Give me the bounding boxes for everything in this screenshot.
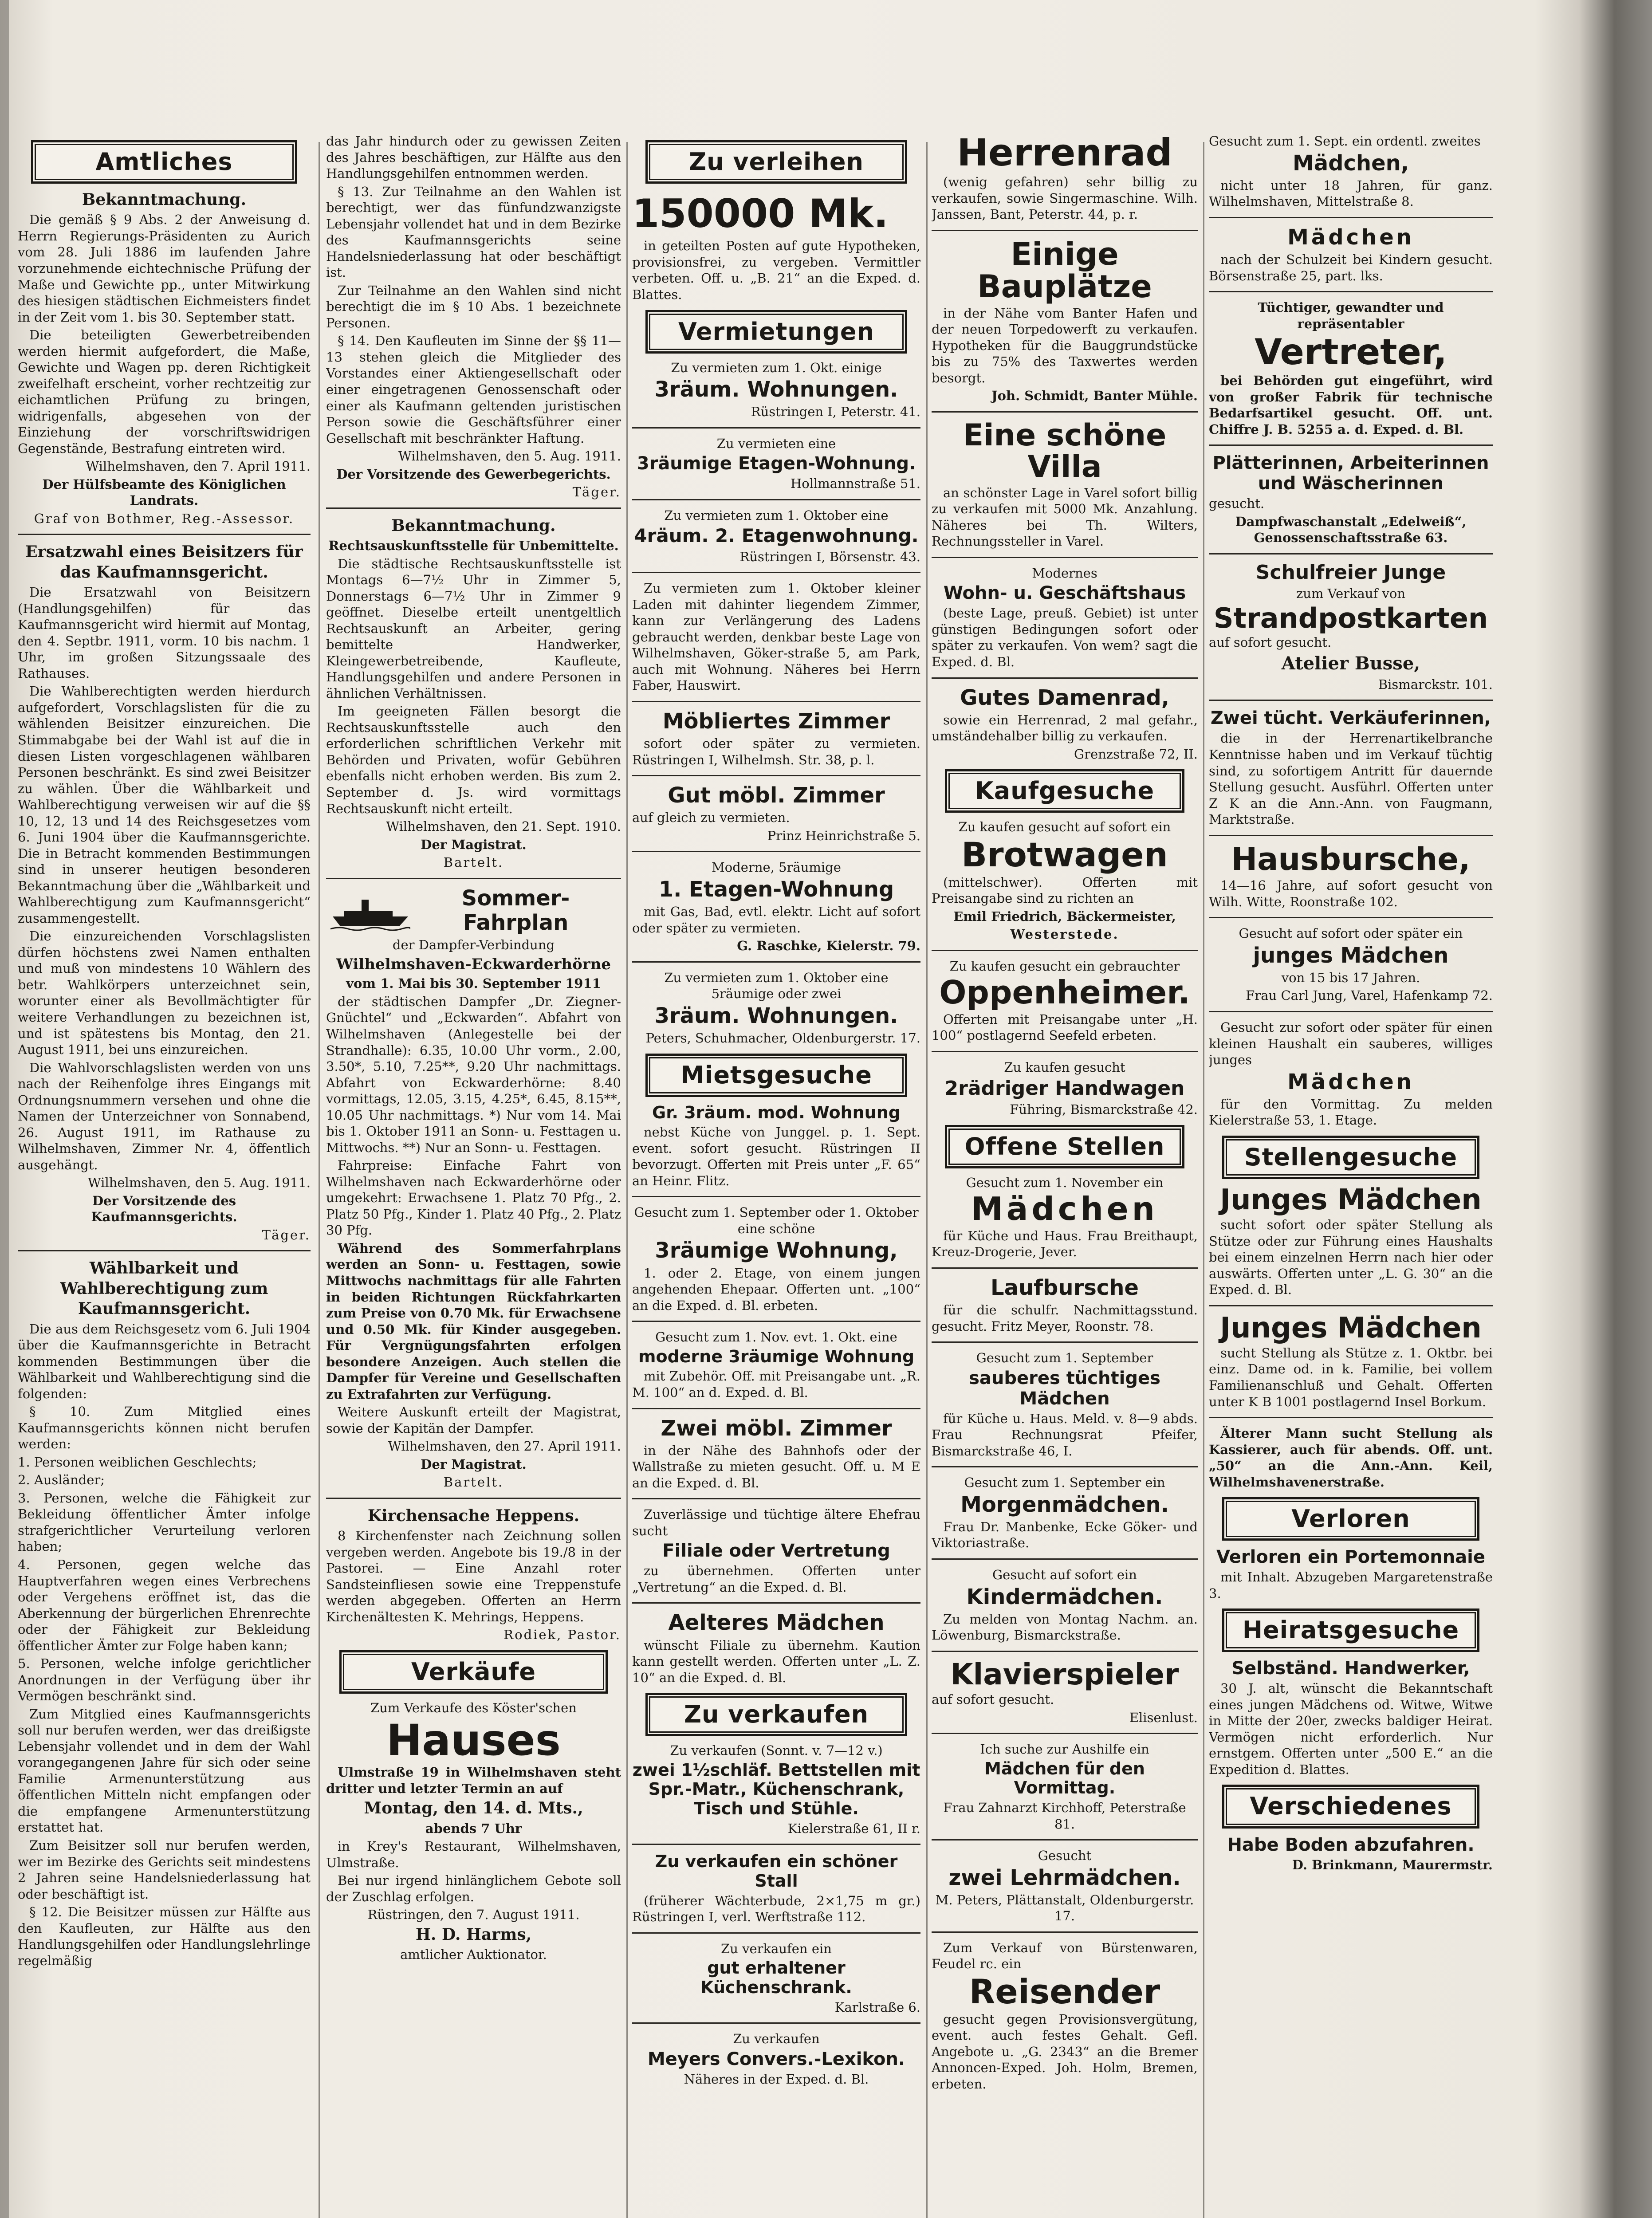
divider (632, 1408, 920, 1409)
notice-body: Die einzureichenden Vorschlagslisten dürfen höchstens zwei Namen enthalten und muß von mindestens 10 Wählern des betr. Wahlkörpers unterzeichnet sein, worunter einer als Bevollmächtigter für weitere Verhandlungen zu bezeichnen ist, und ist spätestens bis Montag, den 21. August 1911, bei uns einzureichen. (18, 928, 311, 1058)
ad-title: Vertreter, (1255, 331, 1447, 373)
ad-title: Klavierspieler (950, 1657, 1179, 1691)
ad-body: Zu melden von Montag Nachm. an. Löwenburg, Bismarckstraße. (932, 1611, 1198, 1643)
ad-title: Strandpostkarten (1213, 602, 1488, 634)
ad-title: Habe Boden abzufahren. (1227, 1834, 1475, 1855)
divider (632, 1844, 920, 1845)
ad-title: Zwei tücht. Verkäuferinnen, (1210, 708, 1491, 729)
ad-pretext: Modernes (1032, 565, 1097, 581)
section-header-offene-stellen: Offene Stellen (945, 1125, 1184, 1168)
notice-date: Wilhelmshaven, den 5. Aug. 1911. (87, 1175, 311, 1191)
ad-body: Ulmstraße 19 in Wilhelmshaven steht dritter und letzter Termin an auf (326, 1765, 621, 1796)
divider (932, 1466, 1198, 1467)
ad-pretext: Gesucht zum 1. September oder 1. Oktober eine schöne (634, 1205, 919, 1236)
notice-body: Zum Beisitzer soll nur berufen werden, wer im Bezirke des Gerichts seit mindestens 2 Jahren seine Handelsniederlassung hat oder beschäftigt ist. (18, 1838, 311, 1902)
ad-title: Verloren ein Portemonnaie (1216, 1547, 1486, 1568)
ad-pretext: Tüchtiger, gewandter und repräsentabler (1258, 300, 1444, 331)
notice-signature: Der Magistrat. (421, 837, 527, 852)
ad-body: auf sofort gesucht. (932, 1692, 1054, 1707)
notice-signature: Der Vorsitzende des Kaufmannsgerichts. (91, 1193, 237, 1225)
ad-title: Gr. 3räum. mod. Wohnung (652, 1102, 901, 1122)
ad-title: 2rädriger Handwagen (944, 1077, 1185, 1100)
ad-address: Rüstringen I, Börsenstr. 43. (739, 549, 920, 564)
ad-body: Gesucht zur sofort oder später für einen kleinen Haushalt ein sauberes, williges junges (1209, 1020, 1493, 1068)
notice-body: 8 Kirchenfenster nach Zeichnung sollen vergeben werden. Angebote bis 19./8 in der Pastorei. — Eine Anzahl roter Sandsteinfliesen sowie eine Treppenstufe werden abgegeben. Offerten an Herrn Kirchenältesten K. Mehrings, Heppens. (326, 1528, 621, 1624)
divider (632, 499, 920, 500)
ad-place: Rüstringen, den 7. August 1911. (367, 1907, 580, 1923)
ad-pretext: Zu vermieten zum 1. Oktober eine (664, 507, 889, 523)
notice-subtitle: Rechtsauskunftsstelle für Unbemittelte. (328, 538, 619, 554)
divider (1209, 835, 1493, 836)
timetable-subtitle: der Dampfer-Verbindung (392, 937, 555, 953)
ad-body: Gesucht zum 1. Sept. ein ordentl. zweites (1209, 134, 1481, 149)
divider (932, 1839, 1198, 1840)
ad-body: Frau Zahnarzt Kirchhoff, Peterstraße 81. (943, 1800, 1186, 1832)
list-item: 4. Personen, gegen welche das Hauptverfahren wegen eines Verbrechens oder Vergehens eröffnet ist, das die Aberkennung der bürgerlichen Ehrenrechte oder der Fähigkeit zur Bekleidung öffentlicher Ämter zur Folge haben kann; (18, 1557, 311, 1653)
timetable-route: Wilhelmshaven-Eckwarderhörne (336, 955, 611, 973)
notice-date: Wilhelmshaven, den 27. April 1911. (388, 1439, 621, 1454)
ad-body: Älterer Mann sucht Stellung als Kassierer, auch für abends. Off. unt. „50“ an die Ann.-Ann. Keil, Wilhelmshavenerstraße. (1209, 1426, 1493, 1490)
divider (1209, 553, 1493, 554)
ad-pretext: Zu kaufen gesucht auf sofort ein (958, 819, 1171, 835)
divider (932, 1051, 1198, 1052)
ad-body: wünscht Filiale zu übernehm. Kaution kann gestellt werden. Offerten unter „L. Z. 10“ an die Exped. d. Bl. (632, 1637, 920, 1685)
ad-title: Zwei möbl. Zimmer (661, 1416, 892, 1441)
ad-body: Näheres in der Exped. d. Bl. (684, 2071, 869, 2087)
ad-title: Schulfreier Junge (1255, 561, 1446, 584)
notice-signature: Bartelt. (443, 1475, 504, 1490)
timetable-prices: Fahrpreise: Einfache Fahrt von Wilhelmshaven nach Eckwarderhörne oder umgekehrt: Erwachsene 1. Platz 70 Pfg., 2. Platz 50 Pfg., Kinder 1. Platz 40 Pfg., 2. Platz 30 Pfg. (326, 1158, 621, 1238)
ad-address: Rüstringen I, Peterstr. 41. (751, 404, 920, 420)
ad-title: Zu verkaufen ein schöner Stall (655, 1852, 898, 1891)
ad-time: abends 7 Uhr (425, 1821, 522, 1836)
divider (1209, 917, 1493, 918)
ad-title: Aelteres Mädchen (668, 1610, 885, 1636)
notice-title: Bekanntmachung. (82, 190, 247, 209)
notice-body: § 13. Zur Teilnahme an den Wahlen ist berechtigt, wer das fünfundzwanzigste Lebensjahr vollendet hat und in dem Bezirke des Kaufmannsgerichts seine Handelsniederlassung hat oder beschäftigt ist. (326, 184, 621, 280)
ad-title: Mädchen (1287, 224, 1414, 250)
notice-date: Wilhelmshaven, den 7. April 1911. (86, 459, 311, 474)
notice-body: Im geeigneten Fällen besorgt die Rechtsauskunftsstelle auch den erforderlichen schriftlichen Verkehr mit Behörden und Privaten, wofür Gebühren ebenfalls nicht erhoben werden. Bis zum 2. September d. Js. wird vormittags Rechtsauskunft nicht erteilt. (326, 704, 621, 816)
ad-body: in Krey's Restaurant, Wilhelmshaven, Ulmstraße. (326, 1839, 621, 1870)
section-header-mietsgesuche: Mietsgesuche (645, 1054, 907, 1097)
timetable-dates: vom 1. Mai bis 30. September 1911 (346, 976, 601, 991)
divider (1209, 700, 1493, 701)
divider (632, 427, 920, 429)
timetable-body: Weitere Auskunft erteilt der Magistrat, sowie der Kapitän der Dampfer. (326, 1404, 621, 1436)
column-2 (326, 133, 621, 2218)
notice-signature: Rodiek, Pastor. (503, 1627, 621, 1643)
notice-signature: Bartelt. (443, 855, 504, 870)
divider (326, 507, 621, 509)
ad-address: Führing, Bismarckstraße 42. (1010, 1102, 1198, 1117)
ad-pretext: Zu vermieten zum 1. Oktober eine 5räumige oder zwei (664, 970, 889, 1002)
ad-title: Mädchen (971, 1190, 1158, 1228)
ad-title: Mädchen (1287, 1069, 1414, 1094)
divider (632, 572, 920, 573)
section-header-zu-verkaufen: Zu verkaufen (645, 1693, 907, 1736)
ad-title: Gutes Damenrad, (960, 685, 1169, 710)
column-rule (926, 142, 928, 2218)
steamship-icon (330, 896, 410, 932)
ad-body: in der Nähe des Bahnhofs oder der Wallstraße zu mieten gesucht. Off. u. M E an die Exped. d. Bl. (632, 1443, 920, 1490)
notice-body: Die städtische Rechtsauskunftsstelle ist Montags 6—7½ Uhr in Zimmer 5, Donnerstags 6—7½ Uhr in Zimmer 9 geöffnet. Dieselbe erteilt unentgeltlich Rechtsauskunft an Arbeiter, gering bemittelte Handwerker, Kleingewerbetreibende, Kaufleute, Handlungsgehilfen und andere Personen in ähnlichen Verhältnissen. (326, 556, 621, 701)
ad-title: Einige Bauplätze (977, 236, 1152, 305)
notice-signature: Graf von Bothmer, Reg.-Assessor. (34, 511, 295, 526)
ad-address: Karlstraße 6. (834, 1999, 920, 2015)
list-item: 3. Personen, welche die Fähigkeit zur Bekleidung öffentlicher Ämter infolge strafgerichtlicher Verurteilung verloren haben; (18, 1490, 311, 1554)
notice-date: Wilhelmshaven, den 21. Sept. 1910. (386, 819, 621, 834)
ad-signature: Joh. Schmidt, Banter Mühle. (991, 388, 1198, 404)
divider (1209, 217, 1493, 218)
ad-body: (beste Lage, preuß. Gebiet) ist unter günstigen Bedingungen sofort oder später zu verkaufen. Von wem? sagt die Exped. d. Bl. (932, 606, 1198, 669)
ad-body: Zu vermieten zum 1. Oktober kleiner Laden mit dahinter liegendem Zimmer, kann zur Verlängerung des Ladens gebraucht werden, denkbar beste Lage von Wilhelmshaven, Göker-straße 5, am Park, auch mit Wohnung. Näheres bei Herrn Faber, Hauswirt. (632, 581, 920, 693)
ad-date: Montag, den 14. d. Mts., (364, 1799, 583, 1818)
divider (1209, 291, 1493, 292)
ad-body: zum Verkauf von (1296, 586, 1405, 602)
divider (932, 411, 1198, 413)
divider (932, 557, 1198, 558)
ad-address: Frau Carl Jung, Varel, Hafenkamp 72. (1246, 988, 1493, 1003)
notice-body: Die Ersatzwahl von Beisitzern (Handlungsgehilfen) für das Kaufmannsgericht wird hiermit auf Montag, den 4. Septbr. 1911, vorm. 10 bis nachm. 1 Uhr, im großen Sitzungssaale des Rathauses. (18, 585, 311, 681)
column-1 (18, 133, 311, 2218)
notice-title: Ersatzwahl eines Beisitzers für das Kaufmannsgericht. (25, 543, 303, 582)
list-item: 5. Personen, welche infolge gerichtlicher Anordnungen in der Verfügung über ihr Vermögen beschränkt sind. (18, 1656, 311, 1704)
ad-title: Wohn- u. Geschäftshaus (943, 583, 1186, 604)
ad-title: zwei 1½schläf. Bettstellen mit Spr.-Matr., Küchenschrank, Tisch und Stühle. (632, 1760, 920, 1819)
ad-pretext: Gesucht zum 1. September (976, 1350, 1153, 1366)
ad-title: moderne 3räumige Wohnung (638, 1346, 915, 1366)
ad-pretext: Zu vermieten zum 1. Okt. einige (671, 360, 882, 375)
ad-body: Offerten mit Preisangabe unter „H. 100“ postlagernd Seefeld erbeten. (932, 1011, 1198, 1043)
divider (1209, 444, 1493, 446)
divider (1209, 1011, 1493, 1012)
notice-title: Bekanntmachung. (391, 516, 556, 535)
ad-body: mit Gas, Bad, evtl. elektr. Licht auf sofort oder später zu vermieten. (632, 904, 920, 936)
ad-body: für die schulfr. Nachmittagsstund. gesucht. Fritz Meyer, Roonstr. 78. (932, 1302, 1198, 1334)
divider (18, 534, 311, 535)
ad-title: Mädchen, (1292, 150, 1409, 176)
ad-body: gesucht. (1209, 496, 1265, 511)
section-header-vermietungen: Vermietungen (645, 310, 907, 354)
divider (632, 2022, 920, 2024)
notice-body: Die beteiligten Gewerbetreibenden werden hiermit aufgefordert, die Maße, Gewichte und Wagen pp. deren Richtigkeit zweifelhaft erscheint, vorher rechtzeitig zur eichamtlichen Prüfung zu bringen, widrigenfalls, abgesehen von der Einziehung der vorschriftswidrigen Gegenstände, Bestrafung eintreten wird. (18, 327, 311, 456)
ad-title: Selbständ. Handwerker, (1231, 1658, 1470, 1679)
ad-body: M. Peters, Plättanstalt, Oldenburgerstr. 17. (935, 1892, 1194, 1924)
divider (632, 1932, 920, 1934)
divider (932, 1651, 1198, 1652)
ad-body: Frau Dr. Manbenke, Ecke Göker- und Viktoriastraße. (932, 1519, 1198, 1551)
column-5 (1209, 133, 1493, 2218)
ad-signature: Atelier Busse, (1281, 653, 1420, 674)
ad-body: nach der Schulzeit bei Kindern gesucht. Börsenstraße 25, part. lks. (1209, 252, 1493, 283)
ad-signature: Emil Friedrich, Bäckermeister, (953, 908, 1176, 924)
ad-body: gesucht gegen Provisionsvergütung, event. auch festes Gehalt. Gefl. Angebote u. „G. 2343“ an die Bremer Annoncen-Exped. Joh. Holm, Bremen, erbeten. (932, 2011, 1198, 2092)
ad-title: 150000 Mk. (632, 191, 889, 237)
ad-body: für Küche und Haus. Frau Breithaupt, Kreuz-Drogerie, Jever. (932, 1228, 1198, 1260)
divider (632, 1196, 920, 1197)
divider (632, 1321, 920, 1322)
list-item: 2. Ausländer; (18, 1472, 105, 1488)
notice-signature: Der Vorsitzende des Gewerbegerichts. (336, 466, 611, 482)
ad-title: Brotwagen (961, 834, 1168, 874)
ad-body: (wenig gefahren) sehr billig zu verkaufen, sowie Singermaschine. Wilh. Janssen, Bant, Peterstr. 44, p. r. (932, 174, 1198, 222)
ad-body: nebst Küche von Junggel. p. 1. Sept. event. sofort gesucht. Rüstringen II bevorzugt. Offerten mit Preis unter „F. 65“ an Heinr. Flitz. (632, 1125, 920, 1188)
ad-pretext: Zu verkaufen (733, 2031, 820, 2047)
notice-body: Zum Mitglied eines Kaufmannsgerichts soll nur berufen werden, wer das dreißigste Lebensjahr vollendet und in dem der Wahl vorangegangenen Jahre für sich oder seine Familie Armenunterstützung aus öffentlichen Mitteln nicht empfangen oder die empfangene Armenunterstützung erstattet hat. (18, 1706, 311, 1835)
notice-body: Zur Teilnahme an den Wahlen sind nicht berechtigt die im § 10 Abs. 1 bezeichnete Personen. (326, 283, 621, 330)
ad-body: die in der Herrenartikelbranche Kenntnisse haben und im Verkauf tüchtig sind, zu sofortigem Antritt für dauernde Stellung gesucht. Ausführl. Offerten unter Z K an die Ann.-Ann. von Faugmann, Marktstraße. (1209, 731, 1493, 827)
divider (1209, 1417, 1493, 1418)
ad-title: 3räum. Wohnungen. (654, 1003, 898, 1028)
timetable-body: der städtischen Dampfer „Dr. Ziegner-Gnüchtel“ und „Eckwarden“. Abfahrt von Wilhelmshaven (Anlegestelle bei der Strandhalle): 6.35, 10.00 Uhr vorm., 2.00, 3.50*, 5.10, 7.25**, 9.20 Uhr nachmittags. Abfahrt von Eckwarderhörne: 8.40 vormittags, 12.05, 3.15, 4.25*, 6.45, 8.15**, 10.05 Uhr nachmittags. *) Nur vom 14. Mai bis 1. Oktober 1911 an Sonn- u. Festtagen u. Mittwochs. **) Nur an Sonn- u. Festtagen. (326, 994, 621, 1155)
divider (632, 851, 920, 852)
ad-title: Morgenmädchen. (960, 1492, 1169, 1517)
notice-body: § 14. Den Kaufleuten im Sinne der §§ 11—13 stehen gleich die Mitglieder des Vorstandes einer Aktiengesellschaft oder einer eingetragenen Genossenschaft oder einer als Kaufmann geltenden juristischen Person sowie die Geschäftsführer einer Gesellschaft mit beschränkter Haftung. (326, 333, 621, 446)
column-rule (1203, 142, 1204, 2218)
ad-pretext: Zum Verkaufe des Köster'schen (370, 1700, 577, 1715)
divider (932, 230, 1198, 231)
ad-body: auf sofort gesucht. (1209, 635, 1332, 650)
notice-body: das Jahr hindurch oder zu gewissen Zeiten des Jahres beschäftigen, zur Hälfte aus den Handlungsgehilfen entnommen werden. (326, 134, 621, 181)
notice-signature: Der Magistrat. (421, 1456, 527, 1472)
ad-title: 3räumige Wohnung, (655, 1238, 898, 1263)
ad-title: Reisender (969, 1971, 1160, 2011)
column-rule (626, 142, 628, 2218)
ad-pretext: Gesucht zum 1. Nov. evt. 1. Okt. eine (655, 1329, 897, 1345)
ad-title: Mädchen für den Vormittag. (984, 1758, 1145, 1798)
ad-body: 1. oder 2. Etage, von einem jungen angehenden Ehepaar. Offerten unt. „100“ an die Exped. d. Bl. erbeten. (632, 1265, 920, 1313)
ad-title: Junges Mädchen (1220, 1183, 1482, 1216)
ad-body: sucht sofort oder später Stellung als Stütze oder zur Führung eines Haushalts bei einem einzelnen Herrn nach hier oder auswärts. Offerten unter „L. G. 30“ an die Exped. d. Bl. (1209, 1217, 1493, 1298)
column-rule (319, 142, 320, 2218)
ad-title: Hauses (386, 1715, 561, 1765)
notice-title: Kirchensache Heppens. (367, 1506, 580, 1525)
ad-body: Bei nur irgend hinlänglichem Gebote soll der Zuschlag erfolgen. (326, 1873, 621, 1904)
ad-pretext: Ich suche zur Aushilfe ein (980, 1742, 1149, 1757)
ad-pretext: Gesucht zum 1. November ein (966, 1175, 1164, 1190)
ad-pretext: Zu verkaufen (Sonnt. v. 7—12 v.) (670, 1743, 883, 1758)
divider (932, 950, 1198, 951)
section-header-verloren: Verloren (1222, 1497, 1479, 1541)
divider (932, 1341, 1198, 1343)
ad-title: 1. Etagen-Wohnung (658, 877, 894, 902)
ad-body: an schönster Lage in Varel sofort billig zu verkaufen mit 5000 Mk. Anzahlung. Näheres bei Th. Wilters, Rechnungssteller in Varel. (932, 485, 1198, 549)
ad-pretext: Zu vermieten eine (716, 436, 836, 451)
divider (632, 1602, 920, 1604)
ad-title: gut erhaltener Küchenschrank. (700, 1958, 852, 1998)
ad-body: (früherer Wächterbude, 2×1,75 m gr.) Rüstringen I, verl. Werftstraße 112. (632, 1893, 920, 1925)
ad-title: Herrenrad (957, 133, 1172, 174)
notice-body: § 10. Zum Mitglied eines Kaufmannsgerichts können nicht berufen werden: (18, 1404, 311, 1452)
ad-body: zu übernehmen. Offerten unter „Vertretung“ an die Exped. d. Bl. (632, 1563, 920, 1595)
ad-title: 3räumige Etagen-Wohnung. (637, 453, 916, 474)
ad-address: Grenzstraße 72, II. (1074, 746, 1198, 762)
timetable-title: Sommer-Fahrplan (461, 885, 570, 935)
list-item: 1. Personen weiblichen Geschlechts; (18, 1454, 257, 1470)
ad-signature: Dampfwaschanstalt „Edelweiß“, Genossenschaftsstraße 63. (1235, 514, 1467, 546)
column-4 (932, 133, 1198, 2218)
ad-title: 3räum. Wohnungen. (654, 377, 898, 402)
ad-title: 4räum. 2. Etagenwohnung. (634, 525, 919, 547)
ad-body: in der Nähe vom Banter Hafen und der neuen Torpedowerft zu verkaufen. Hypotheken für die Bauggrundstücke bis zu 75% des Taxwertes werden besorgt. (932, 305, 1198, 385)
ad-body: von 15 bis 17 Jahren. (1281, 970, 1420, 985)
ad-pretext: Zu kaufen gesucht ein gebrauchter (949, 958, 1180, 974)
ad-body: Zuverlässige und tüchtige ältere Ehefrau sucht (632, 1507, 920, 1538)
notice-signature: Täger. (262, 1227, 311, 1243)
timetable-header (326, 886, 621, 937)
ad-body: mit Inhalt. Abzugeben Margaretenstraße 3. (1209, 1569, 1493, 1601)
section-header-stellengesuche: Stellengesuche (1222, 1136, 1479, 1179)
ad-title: Plätterinnen, Arbeiterinnen und Wäscherinnen (1212, 453, 1489, 494)
timetable-body: Während des Sommerfahrplans werden an Sonn- u. Festtagen, sowie Mittwochs nachmittags für alle Fahrten in beiden Richtungen Rückfahrkarten zum Preise von 0.70 Mk. für Erwachsene und 0.50 Mk. für Kinder ausgegeben. Für Vergnügungsfahrten erfolgen besondere Anzeigen. Auch stellen die Dampfer für Vereine und Gesellschaften zu Extrafahrten zur Verfügung. (326, 1240, 621, 1402)
notice-body: § 12. Die Beisitzer müssen zur Hälfte aus den Kaufleuten, zur Hälfte aus den Handlungsgehilfen oder Handlungslehrlinge regelmäßig (18, 1904, 311, 1968)
divider (932, 1267, 1198, 1269)
ad-title: Kindermädchen. (966, 1584, 1163, 1609)
divider (932, 677, 1198, 679)
ad-pretext: Gesucht zum 1. September ein (964, 1475, 1165, 1490)
section-header-kaufgesuche: Kaufgesuche (945, 769, 1184, 813)
ad-body: (mittelschwer). Offerten mit Preisangabe sind zu richten an (932, 874, 1198, 906)
ad-title: Eine schöne Villa (963, 417, 1167, 485)
divider (18, 1250, 311, 1251)
section-header-verschiedenes: Verschiedenes (1222, 1785, 1479, 1828)
ad-body: mit Zubehör. Off. mit Preisangabe unt. „R. M. 100“ an d. Exped. d. Bl. (632, 1369, 920, 1400)
ad-pretext: Zu kaufen gesucht (1004, 1059, 1125, 1075)
ad-body: sucht Stellung als Stütze z. 1. Oktbr. bei einz. Dame od. in k. Familie, bei vollem Familienanschluß und Gehalt. Offerten unter K B 1001 postlagernd Insel Borkum. (1209, 1345, 1493, 1409)
page-fold-shadow (0, 0, 9, 2218)
divider (632, 775, 920, 776)
ad-body: sowie ein Herrenrad, 2 mal gefahr., umständehalber billig zu verkaufen. (932, 712, 1198, 744)
ad-body: für Küche u. Haus. Meld. v. 8—9 abds. Frau Rechnungsrat Pfeifer, Bismarckstraße 46, I. (932, 1411, 1198, 1459)
ad-body: sofort oder später zu vermieten. Rüstringen I, Wilhelmsh. Str. 38, p. l. (632, 736, 920, 767)
notice-title: Wählbarkeit und Wahlberechtigung zum Kaufmannsgericht. (60, 1259, 268, 1318)
ad-address: Hollmannstraße 51. (790, 476, 920, 492)
ad-title: Oppenheimer. (939, 974, 1190, 1011)
section-header-amtliches: Amtliches (31, 140, 297, 184)
ad-pretext: Zu verkaufen ein (721, 1941, 832, 1956)
section-header-heiratsgesuche: Heiratsgesuche (1222, 1608, 1479, 1652)
ad-title: Junges Mädchen (1220, 1311, 1482, 1345)
ad-address: Kielerstraße 61, II r. (787, 1821, 920, 1836)
ad-title: Möbliertes Zimmer (662, 708, 890, 734)
ad-signature: D. Brinkmann, Maurermstr. (1292, 1857, 1493, 1872)
ad-address: Peters, Schuhmacher, Oldenburgerstr. 17. (645, 1030, 920, 1046)
notice-signature: Der Hülfsbeamte des Königlichen Landrats. (42, 476, 286, 508)
ad-signature: Westerstede. (1010, 927, 1119, 942)
ad-address: G. Raschke, Kielerstr. 79. (737, 938, 920, 954)
notice-body: Die gemäß § 9 Abs. 2 der Anweisung d. Herrn Regierungs-Präsidenten zu Aurich vom 28. Juli 1886 im laufenden Jahre vorzunehmende eichtechnische Prüfung der Maße und Gewichte pp., unter Mitwirkung des hiesigen städtischen Eichmeisters findet in der Zeit vom 1. bis 30. September statt. (18, 212, 311, 325)
divider (632, 1498, 920, 1499)
ad-pretext: Gesucht (1038, 1848, 1092, 1864)
divider (932, 1733, 1198, 1734)
ad-loan (632, 190, 920, 238)
ad-title: zwei Lehrmädchen. (948, 1865, 1181, 1890)
divider (632, 701, 920, 702)
notice-body: Die Wahlberechtigten werden hierdurch aufgefordert, Vorschlagslisten für die zu wählenden Beisitzer einzureichen. Die Stimmabgabe bei der Wahl ist auf die in diesen Listen vorgeschlagenen wählbaren Personen beschränkt. Es sind zwei Beisitzer zu wählen. Über die Wählbarkeit und Wahlberechtigung verweisen wir auf die §§ 10, 12, 13 und 14 des Reichsgesetzes vom 6. Juni 1904 über die Kaufmannsgerichte. Die in Betracht kommenden Bestimmungen sind in unserer heutigen besonderen Bekanntmachung über die „Wählbarkeit und Wahlberechtigung zum Kaufmannsgericht“ zusammengestellt. (18, 684, 311, 926)
ad-pretext: Gesucht auf sofort ein (992, 1567, 1137, 1583)
ad-title: Laufbursche (991, 1275, 1139, 1300)
ad-body: Zum Verkauf von Bürstenwaren, Feudel rc. ein (932, 1940, 1198, 1972)
ad-body: 30 J. alt, wünscht die Bekanntschaft eines jungen Mädchens od. Witwe, Witwe in Mitte der 20er, zwecks baldiger Heirat. Vermögen nicht erforderlich. Nur ernstgem. Offerten unter „500 E.“ an die Expedition d. Blattes. (1209, 1681, 1493, 1777)
notice-body: Die aus dem Reichsgesetz vom 6. Juli 1904 über die Kaufmannsgerichte in Betracht kommenden Bestimmungen über die Wählbarkeit und Wahlberechtigung sind die folgenden: (18, 1321, 311, 1401)
divider (932, 1558, 1198, 1560)
notice-date: Wilhelmshaven, den 5. Aug. 1911. (398, 448, 621, 464)
ad-signature: H. D. Harms, (415, 1925, 532, 1944)
ad-pretext: Gesucht auf sofort oder später ein (1239, 926, 1463, 941)
ad-title: Hausbursche, (1231, 841, 1471, 877)
ad-title: Gut möbl. Zimmer (668, 783, 885, 808)
ad-address: Prinz Heinrichstraße 5. (767, 828, 920, 843)
divider (932, 1931, 1198, 1933)
ad-title: Meyers Convers.-Lexikon. (647, 2049, 905, 2069)
section-header-verleihen: Zu verleihen (645, 140, 907, 184)
ad-body: in geteilten Posten auf gute Hypotheken, provisionsfrei, zu vergeben. Vermittler verbeten. Off. u. „B. 21“ an die Exped. d. Blattes. (632, 238, 920, 303)
notice-body: Die Wahlvorschlagslisten werden von uns nach der Reihenfolge ihres Eingangs mit Ordnungsnummern versehen und ohne die Namen der Unterzeichner von Sonnabend, 26. August 1911, im Rathause zu Wilhelmshaven, Zimmer Nr. 4, öffentlich ausgehängt. (18, 1060, 311, 1172)
ad-body: auf gleich zu vermieten. (632, 810, 790, 826)
ad-signature: amtlicher Auktionator. (400, 1947, 547, 1962)
ad-address: Bismarckstr. 101. (1378, 676, 1493, 692)
ad-title: junges Mädchen (1253, 943, 1449, 968)
divider (326, 1498, 621, 1499)
ad-body: nicht unter 18 Jahren, für ganz. Wilhelmshaven, Mittelstraße 8. (1209, 177, 1493, 209)
divider (1209, 1305, 1493, 1306)
divider (632, 961, 920, 963)
ad-address: Elisenlust. (1129, 1710, 1198, 1725)
notice-signature: Täger. (572, 484, 621, 500)
ad-title: Filiale oder Vertretung (662, 1541, 890, 1561)
ad-body: bei Behörden gut eingeführt, wird von großer Fabrik für technische Bedarfsartikel gesucht. Off. unt. Chiffre J. B. 5255 a. d. Exped. d. Bl. (1209, 373, 1493, 437)
column-3 (632, 133, 920, 2218)
ad-title: sauberes tüchtiges Mädchen (969, 1368, 1160, 1409)
ad-pretext: Moderne, 5räumige (712, 860, 841, 875)
ad-body: 14—16 Jahre, auf sofort gesucht von Wilh. Witte, Roonstraße 102. (1209, 878, 1493, 909)
ad-body: für den Vormittag. Zu melden Kielerstraße 53, 1. Etage. (1209, 1096, 1493, 1128)
divider (326, 878, 621, 879)
section-header-verkaeufe: Verkäufe (339, 1650, 608, 1694)
